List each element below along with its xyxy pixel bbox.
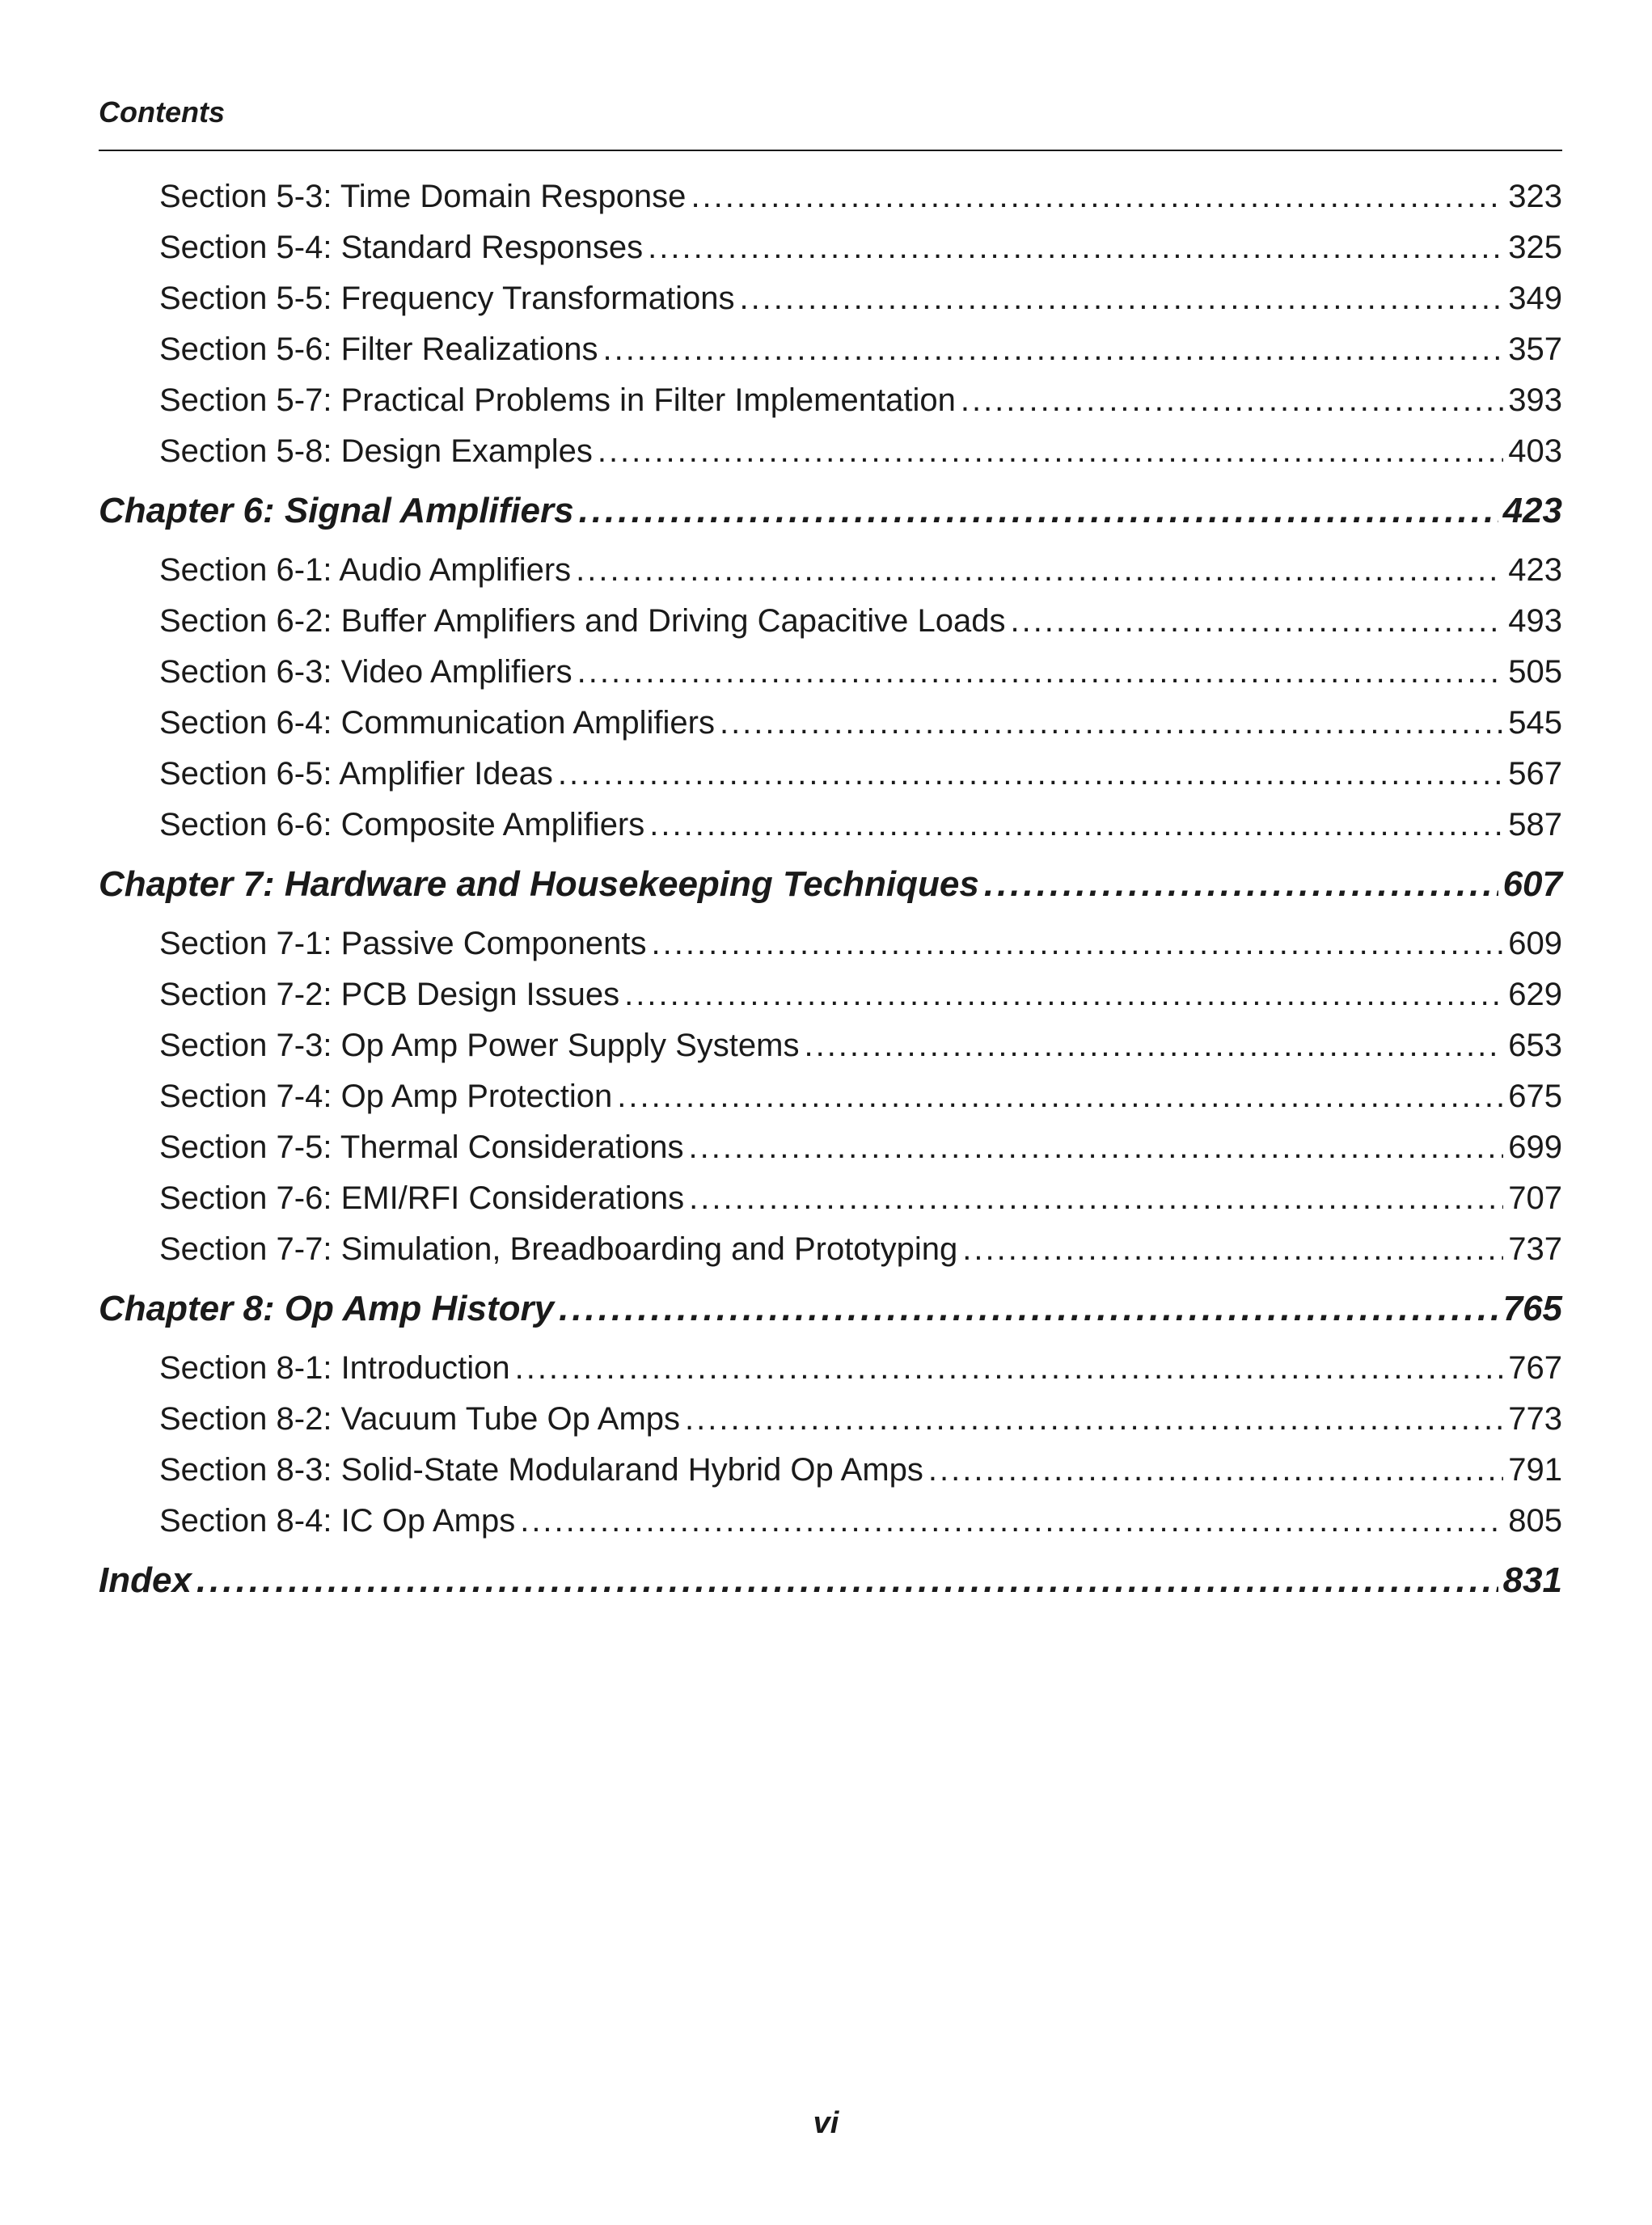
toc-section-entry <box>99 324 1562 375</box>
toc-section-entry <box>99 1394 1562 1445</box>
toc-entry-page: 493 <box>1508 603 1562 639</box>
toc-entry-page: 393 <box>1508 382 1562 418</box>
toc-entry-page: 423 <box>1502 491 1562 530</box>
toc-section-entry <box>99 1343 1562 1394</box>
dot-leader <box>624 969 1503 1020</box>
toc-entry-title: Section 5-8: Design Examples <box>159 433 593 469</box>
toc-entry-page: 765 <box>1502 1289 1562 1328</box>
toc-entry-page: 737 <box>1508 1231 1562 1267</box>
toc-entry-title: Section 5-5: Frequency Transformations <box>159 281 735 316</box>
toc-entry-page: 403 <box>1508 433 1562 469</box>
dot-leader <box>691 171 1503 222</box>
dot-leader <box>649 800 1503 851</box>
toc-entry-title: Chapter 8: Op Amp History <box>99 1289 555 1328</box>
toc-entry-page: 357 <box>1508 331 1562 367</box>
toc-entry-title: Section 7-2: PCB Design Issues <box>159 977 620 1012</box>
toc-section-entry <box>99 273 1562 324</box>
toc-entry-page: 607 <box>1502 864 1562 904</box>
dot-leader <box>688 1122 1503 1173</box>
toc-entry-page: 567 <box>1508 756 1562 792</box>
toc-entry-title: Section 7-1: Passive Components <box>159 926 647 961</box>
toc-entry-page: 505 <box>1508 654 1562 690</box>
toc-entry-title: Section 7-7: Simulation, Breadboarding and Prototyping <box>159 1231 958 1267</box>
dot-leader <box>520 1496 1503 1547</box>
toc-section-entry <box>99 426 1562 477</box>
dot-leader <box>196 1547 1498 1615</box>
toc-entry-title: Section 6-4: Communication Amplifiers <box>159 705 715 741</box>
toc-entry-page: 325 <box>1508 230 1562 265</box>
dot-leader <box>928 1445 1503 1496</box>
dot-leader <box>962 1224 1503 1275</box>
toc-entry-title: Section 6-1: Audio Amplifiers <box>159 552 572 588</box>
toc-entry-page: 767 <box>1508 1350 1562 1386</box>
dot-leader <box>617 1071 1503 1122</box>
toc-section-entry <box>99 1122 1562 1173</box>
toc-section-entry <box>99 171 1562 222</box>
toc-section-entry <box>99 647 1562 698</box>
toc-entry-title: Section 5-3: Time Domain Response <box>159 179 687 214</box>
toc-chapter-entry <box>99 1275 1562 1343</box>
toc-entry-page: 707 <box>1508 1180 1562 1216</box>
toc-entry-title: Section 6-3: Video Amplifiers <box>159 654 572 690</box>
dot-leader <box>804 1020 1503 1071</box>
dot-leader <box>961 375 1503 426</box>
toc-entry-title: Section 7-3: Op Amp Power Supply Systems <box>159 1028 800 1063</box>
toc-entry-page: 587 <box>1508 807 1562 842</box>
toc-entry-title: Index <box>99 1560 192 1600</box>
toc-entry-page: 831 <box>1502 1560 1562 1600</box>
toc-section-entry <box>99 545 1562 596</box>
toc-entry-page: 675 <box>1508 1079 1562 1114</box>
toc-entry-title: Section 8-1: Introduction <box>159 1350 510 1386</box>
dot-leader <box>984 851 1498 918</box>
toc-entry-title: Section 6-5: Amplifier Ideas <box>159 756 553 792</box>
toc-entry-page: 791 <box>1508 1452 1562 1488</box>
dot-leader <box>558 749 1503 800</box>
toc-section-entry <box>99 1224 1562 1275</box>
toc-section-entry <box>99 969 1562 1020</box>
dot-leader <box>720 698 1503 749</box>
toc-section-entry <box>99 800 1562 851</box>
toc-entry-title: Section 8-3: Solid-State Modularand Hybrid Op Amps <box>159 1452 923 1488</box>
toc-entry-title: Section 7-5: Thermal Considerations <box>159 1129 684 1165</box>
toc-entry-page: 653 <box>1508 1028 1562 1063</box>
dot-leader <box>559 1275 1498 1343</box>
dot-leader <box>689 1173 1503 1224</box>
dot-leader <box>685 1394 1503 1445</box>
toc-chapter-entry <box>99 477 1562 545</box>
dot-leader <box>602 324 1503 375</box>
toc-entry-page: 805 <box>1508 1503 1562 1539</box>
toc-section-entry <box>99 1071 1562 1122</box>
toc-entry-title: Section 8-2: Vacuum Tube Op Amps <box>159 1401 681 1437</box>
toc-section-entry <box>99 222 1562 273</box>
dot-leader <box>576 545 1503 596</box>
toc-entry-page: 323 <box>1508 179 1562 214</box>
toc-chapter-entry <box>99 851 1562 918</box>
dot-leader <box>598 426 1503 477</box>
toc-section-entry <box>99 1020 1562 1071</box>
dot-leader <box>579 477 1498 545</box>
dot-leader <box>648 222 1503 273</box>
dot-leader <box>515 1343 1504 1394</box>
toc-entry-title: Section 8-4: IC Op Amps <box>159 1503 516 1539</box>
dot-leader <box>652 918 1504 969</box>
toc-entry-page: 699 <box>1508 1129 1562 1165</box>
toc-section-entry <box>99 1445 1562 1496</box>
toc-entry-page: 423 <box>1508 552 1562 588</box>
toc-entry-title: Chapter 6: Signal Amplifiers <box>99 491 574 530</box>
toc-entry-title: Section 6-2: Buffer Amplifiers and Driving Capacitive Loads <box>159 603 1006 639</box>
dot-leader <box>577 647 1504 698</box>
toc-entry-page: 609 <box>1508 926 1562 961</box>
toc-entry-title: Section 5-4: Standard Responses <box>159 230 644 265</box>
dot-leader <box>739 273 1503 324</box>
header-divider <box>99 150 1562 151</box>
toc-section-entry <box>99 375 1562 426</box>
running-header: Contents <box>99 95 225 129</box>
toc-section-entry <box>99 1173 1562 1224</box>
toc-chapter-entry <box>99 1547 1562 1615</box>
toc-entry-title: Section 5-6: Filter Realizations <box>159 331 598 367</box>
toc-section-entry <box>99 918 1562 969</box>
toc-section-entry <box>99 698 1562 749</box>
toc-section-entry <box>99 596 1562 647</box>
toc-entry-page: 629 <box>1508 977 1562 1012</box>
page-number: vi <box>813 2106 839 2140</box>
toc-entry-page: 773 <box>1508 1401 1562 1437</box>
toc-entry-title: Section 7-6: EMI/RFI Considerations <box>159 1180 685 1216</box>
toc-entry-page: 545 <box>1508 705 1562 741</box>
toc-entry-title: Section 7-4: Op Amp Protection <box>159 1079 613 1114</box>
toc-section-entry <box>99 1496 1562 1547</box>
toc-entry-title: Chapter 7: Hardware and Housekeeping Techniques <box>99 864 979 904</box>
toc-section-entry <box>99 749 1562 800</box>
toc-entry-page: 349 <box>1508 281 1562 316</box>
dot-leader <box>1010 596 1503 647</box>
table-of-contents <box>99 171 1562 1615</box>
toc-entry-title: Section 5-7: Practical Problems in Filter Implementation <box>159 382 956 418</box>
toc-entry-title: Section 6-6: Composite Amplifiers <box>159 807 645 842</box>
